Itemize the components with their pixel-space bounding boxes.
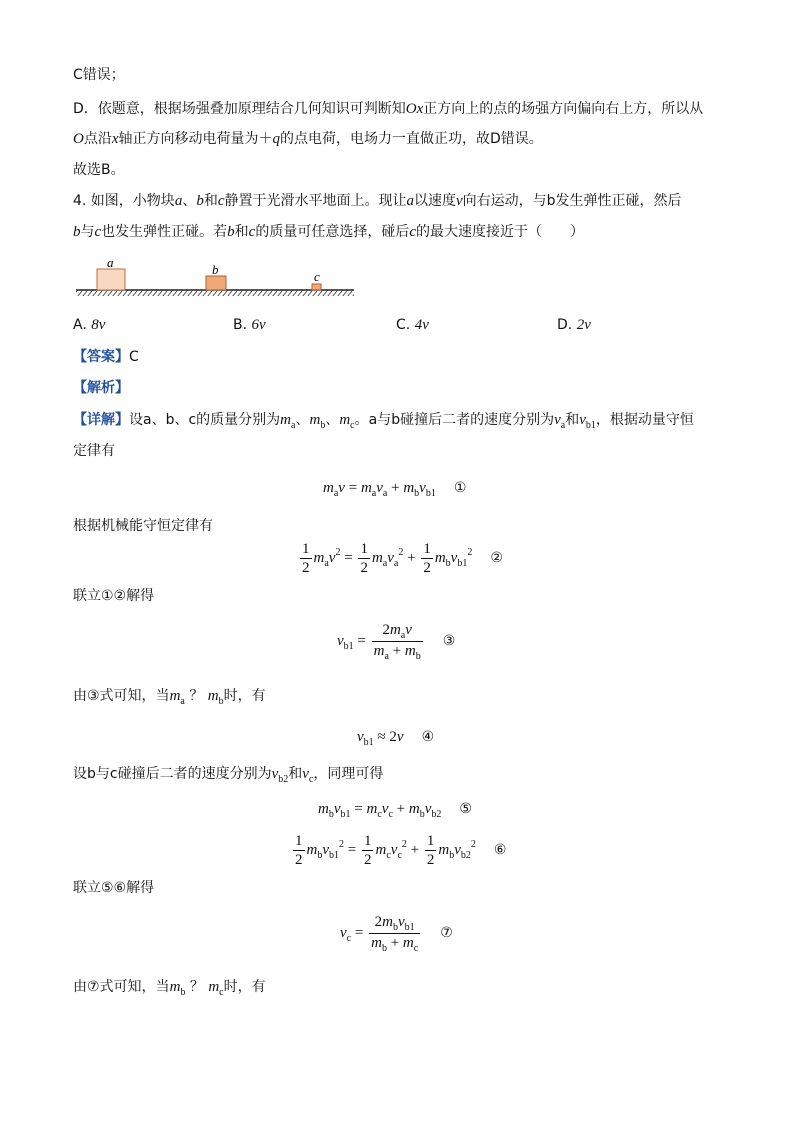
text-line: 由③式可知，当$m_a$ ？ $m_b$时，有 xyxy=(73,688,266,707)
option-a: A. 8v xyxy=(73,317,106,333)
equation-4: $v_{b1} \approx 2v$ ④ xyxy=(357,729,435,748)
text-line: 设b与c碰撞后二者的速度分别为$v_{b2}$和$v_c$，同理可得 xyxy=(73,766,384,785)
text-line: 联立⑤⑥解得 xyxy=(73,880,155,896)
label-c: c xyxy=(314,269,320,284)
text-line: 根据机械能守恒定律有 xyxy=(73,518,213,534)
text-line: C错误； xyxy=(73,67,125,83)
question-text: 4. 如图，小物块a、b和c静置于光滑水平地面上。现让a以速度v向右运动，与b发生弹性正碰，然后 xyxy=(73,193,682,209)
label-a: a xyxy=(107,255,114,270)
text-line: 故选B。 xyxy=(73,162,125,178)
equation-2: $\frac{1}{2}$ $m_av^2$ = $\frac{1}{2}$ $m_av_a^2$ + $\frac{1}{2}$ $m_bv_{b1}^2$ ② xyxy=(302,541,503,576)
equation-6: $\frac{1}{2}$ $m_bv_{b1}^2$ = $\frac{1}{2}$ $m_cv_c^2$ + $\frac{1}{2}$ $m_bv_{b2}^2$ ⑥ xyxy=(295,833,507,868)
blocks-figure xyxy=(72,255,357,300)
analysis-tag: 【解析】 xyxy=(73,380,129,396)
option-d: D. 2v xyxy=(557,317,591,333)
option-c: C. 4v xyxy=(396,317,429,333)
equation-3: $v_{b1}$ = $\frac{2m_av}{m_a + m_b}$ ③ xyxy=(337,622,456,662)
answer-line: 【答案】C xyxy=(73,349,139,365)
detail-line: 【详解】设a、b、c的质量分别为$m_a$、$m_b$、$m_c$。a与b碰撞后二者的速度分别为$v_a$和$v_{b1}$，根据动量守恒 xyxy=(73,412,694,431)
detail-line: 定律有 xyxy=(73,443,115,459)
block-a xyxy=(97,269,125,290)
ground-hatching xyxy=(76,290,354,296)
text-line: D．依题意，根据场强叠加原理结合几何知识可判断知Ox正方向上的点的场强方向偏向右上方，所以从 xyxy=(73,101,704,117)
question-text: b与c也发生弹性正碰。若b和c的质量可任意选择，碰后c的最大速度接近于（ ） xyxy=(73,224,585,240)
text-line: 联立①②解得 xyxy=(73,588,155,604)
label-b: b xyxy=(212,262,219,277)
option-b: B. 6v xyxy=(233,317,266,333)
equation-7: $v_c$ = $\frac{2m_bv_{b1}}{m_b + m_c}$ ⑦ xyxy=(340,914,453,954)
text-line: 由⑦式可知，当$m_b$ ？ $m_c$时，有 xyxy=(73,979,266,998)
text-line: O点沿x轴正方向移动电荷量为＋q的点电荷，电场力一直做正功，故D错误。 xyxy=(73,131,543,147)
block-b xyxy=(206,276,226,290)
equation-5: $m_bv_{b1} = m_cv_c + m_bv_{b2}$ ⑤ xyxy=(318,801,472,820)
equation-1: $m_av = m_av_a + m_bv_{b1}$ ① xyxy=(323,480,467,499)
block-c xyxy=(312,284,321,290)
